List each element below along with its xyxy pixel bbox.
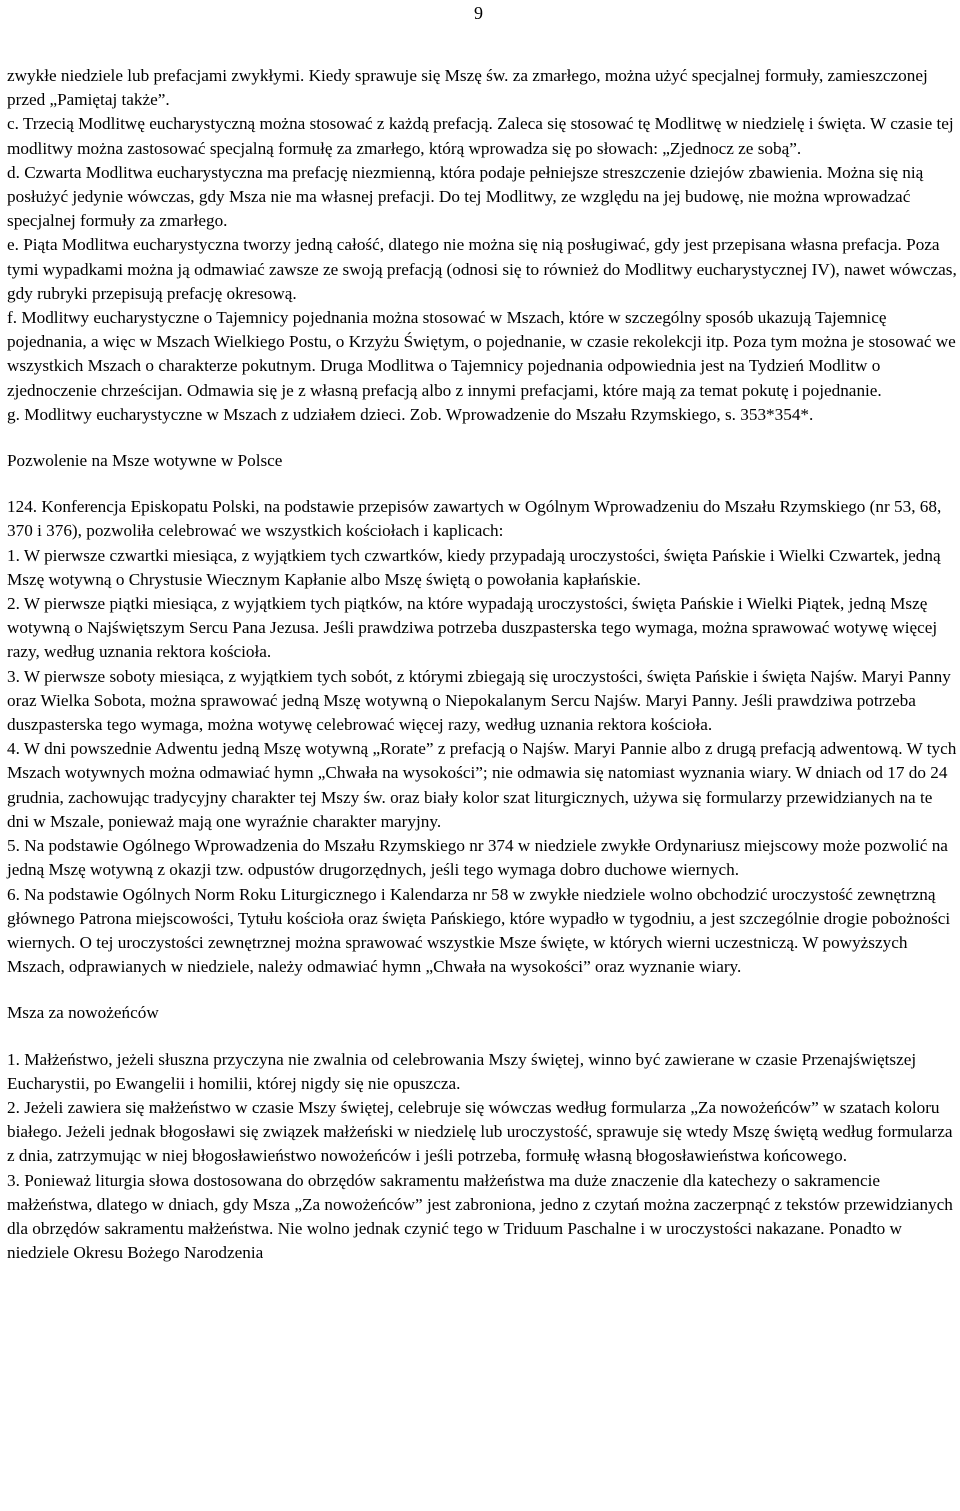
section-continuation [7, 64, 957, 427]
paragraph: 4. W dni powszednie Adwentu jedną Mszę wotywną „Rorate” z prefacją o Najśw. Maryi Pannie albo z drugą prefacją adwentową. W tych Mszach wotywnych można odmawiać hymn „Chwała na wysokości”; nie odmawia się natomiast wyznania wiary. W dniach od 17 do 24 grudnia, zachowując tradycyjny charakter tej Mszy św. oraz biały kolor szat liturgicznych, używa się formularzy przewidzianych na te dni w Mszale, ponieważ mają one wyraźnie charakter maryjny. [7, 739, 957, 831]
section-newlyweds-mass [7, 1048, 957, 1266]
paragraph: 6. Na podstawie Ogólnych Norm Roku Liturgicznego i Kalendarza nr 58 w zwykłe niedziele wolno obchodzić uroczystość zewnętrzną głównego Patrona miejscowości, Tytułu kościoła oraz święta Pańskiego, które wypadło w tygodniu, a jest szczególnie drogie pobożności wiernych. O tej uroczystości zewnętrznej można sprawować wszystkie Msze święte, w których wierni uczestniczą. W powyższych Mszach, odprawianych w niedziele, należy odmawiać hymn „Chwała na wysokości” oraz wyznanie wiary. [7, 884, 951, 977]
paragraph: 1. Małżeństwo, jeżeli słuszna przyczyna nie zwalnia od celebrowania Mszy świętej, winno być zawierane w czasie Przenajświętszej Eucharystii, po Ewangelii i homilii, której nigdy się nie opuszcza. [7, 1049, 917, 1093]
page-number: 9 [474, 3, 483, 23]
section-heading-newlyweds-mass: Msza za nowożeńców [7, 1003, 159, 1023]
paragraph: 124. Konferencja Episkopatu Polski, na podstawie przepisów zawartych w Ogólnym Wprowadzeniu do Mszału Rzymskiego (nr 53, 68, 370 i 376), pozwoliła celebrować we wszystkich kościołach i kaplicach: [7, 497, 942, 541]
document-body [7, 64, 957, 1265]
paragraph: g. Modlitwy eucharystyczne w Mszach z udziałem dzieci. Zob. Wprowadzenie do Mszału Rzymskiego, s. 353*354*. [7, 404, 814, 424]
paragraph: f. Modlitwy eucharystyczne o Tajemnicy pojednania można stosować w Mszach, które w szczególny sposób ukazują Tajemnicę pojednania, a więc w Mszach Wielkiego Postu, o Krzyżu Świętym, o pojednanie, w czasie rekolekcji itp. Poza tym można je stosować we wszystkich Mszach o charakterze pokutnym. Druga Modlitwa o Tajemnicy pojednania odpowiednia jest na Tydzień Modlitw o zjednoczenie chrześcijan. Odmawia się je z własną prefacją albo z innymi prefacjami, które mają za temat pokutę i pojednanie. [7, 308, 956, 400]
paragraph: zwykłe niedziele lub prefacjami zwykłymi. Kiedy sprawuje się Mszę św. za zmarłego, można użyć specjalnej formuły, zamieszczonej przed „Pamiętaj także”. [7, 66, 928, 110]
paragraph: 5. Na podstawie Ogólnego Wprowadzenia do Mszału Rzymskiego nr 374 w niedziele zwykłe Ordynariusz miejscowy może pozwolić na jedną Mszę wotywną z okazji tzw. odpustów drugorzędnych, jeśli tego wymaga dobro duchowe wiernych. [7, 836, 948, 880]
section-heading-votive-masses: Pozwolenie na Msze wotywne w Polsce [7, 451, 283, 471]
paragraph: d. Czwarta Modlitwa eucharystyczna ma prefację niezmienną, która podaje pełniejsze streszczenie dziejów zbawienia. Można się nią posłużyć jedynie wówczas, gdy Msza nie ma własnej prefacji. Do tej Modlitwy, ze względu na jej budowę, nie można wprowadzać specjalnej formuły za zmarłego. [7, 162, 924, 231]
paragraph: 2. Jeżeli zawiera się małżeństwo w czasie Mszy świętej, celebruje się wówczas według formularza „Za nowożeńców” w szatach koloru białego. Jeżeli jednak błogosławi się związek małżeński w niedzielę lub uroczystość, sprawuje się wtedy Mszę świętą według formularza z dnia, zatrzymując w niej błogosławieństwo nowożeńców i jeśli potrzeba, formułę własną błogosławieństwa końcowego. [7, 1097, 953, 1166]
paragraph: e. Piąta Modlitwa eucharystyczna tworzy jedną całość, dlatego nie można się nią posługiwać, gdy jest przepisana własna prefacja. Poza tymi wypadkami można ją odmawiać zawsze ze swoją prefacją (odnosi się to również do Modlitwy eucharystycznej IV), nawet wówczas, gdy rubryki przepisują prefację okresową. [7, 235, 957, 303]
section-votive-masses [7, 495, 957, 979]
paragraph: 3. W pierwsze soboty miesiąca, z wyjątkiem tych sobót, z którymi zbiegają się uroczystości, święta Pańskie i święta Najśw. Maryi Panny oraz Wielka Sobota, można sprawować jedną Mszę wotywną o Niepokalanym Sercu Najśw. Maryi Panny. Jeśli prawdziwa potrzeba duszpasterska tego wymaga, można wotywę celebrować więcej razy, według uznania rektora kościoła. [7, 666, 951, 735]
paragraph: 3. Ponieważ liturgia słowa dostosowana do obrzędów sakramentu małżeństwa ma duże znaczenie dla katechezy o sakramencie małżeństwa, dlatego w dniach, gdy Msza „Za nowożeńców” jest zabroniona, jedno z czytań można zaczerpnąć z tekstów przewidzianych dla obrzędów sakramentu małżeństwa. Nie wolno jednak czynić tego w Triduum Paschalne i w uroczystości nakazane. Ponadto w niedziele Okresu Bożego Narodzenia [7, 1170, 953, 1263]
paragraph: c. Trzecią Modlitwę eucharystyczną można stosować z każdą prefacją. Zaleca się stosować tę Modlitwę w niedzielę i święta. W czasie tej modlitwy można zastosować specjalną formułę za zmarłego, którą wprowadza się po słowach: „Zjednocz ze sobą”. [7, 114, 954, 158]
paragraph: 1. W pierwsze czwartki miesiąca, z wyjątkiem tych czwartków, kiedy przypadają uroczystości, święta Pańskie i Wielki Czwartek, jedną Mszę wotywną o Chrystusie Wiecznym Kapłanie albo Mszę świętą o powołania kapłańskie. [7, 545, 941, 589]
paragraph: 2. W pierwsze piątki miesiąca, z wyjątkiem tych piątków, na które wypadają uroczystości, święta Pańskie i Wielki Piątek, jedną Mszę wotywną o Najświętszym Sercu Pana Jezusa. Jeśli prawdziwa potrzeba duszpasterska tego wymaga, można sprawować wotywę więcej razy, według uznania rektora kościoła. [7, 594, 938, 662]
